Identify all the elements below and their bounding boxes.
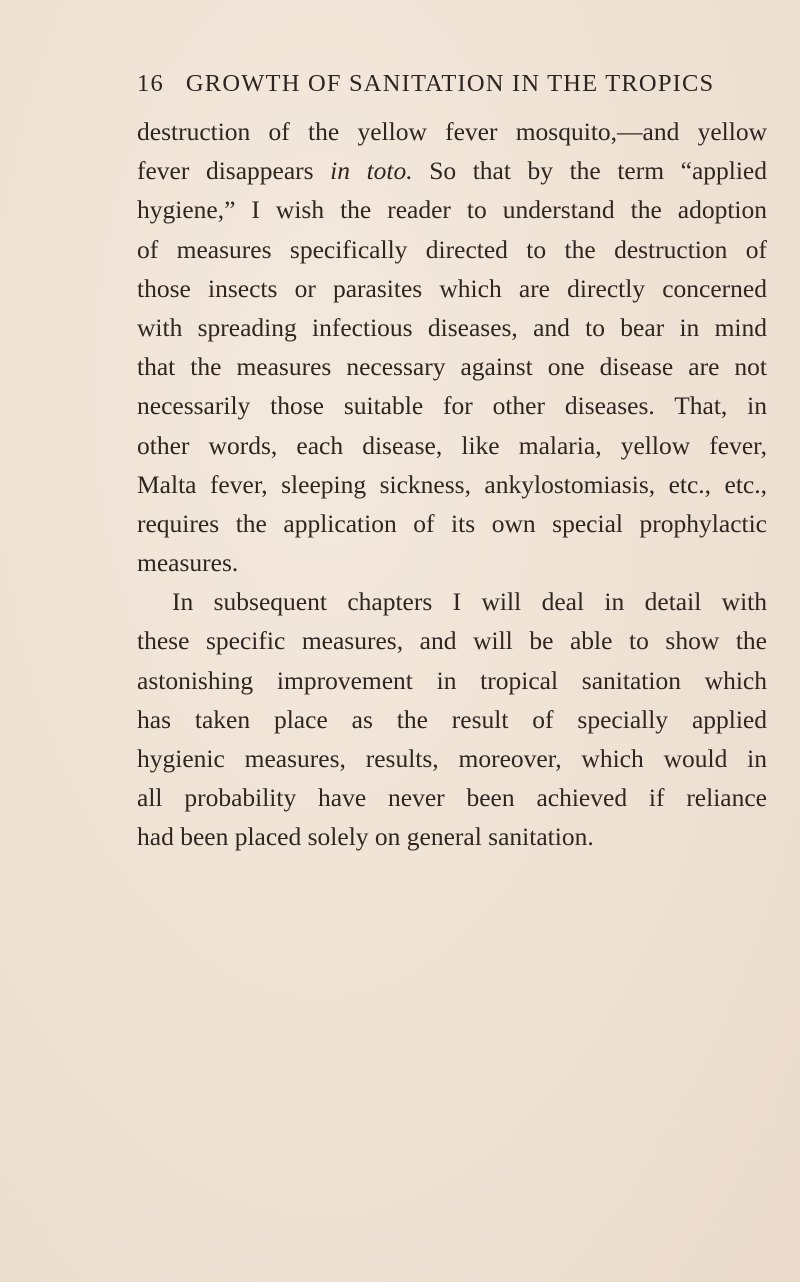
text-line: requires the application of its own special prophylactic	[137, 508, 767, 538]
running-head	[137, 70, 737, 106]
text-line: those insects or parasites which are directly concerned	[137, 273, 767, 303]
text-line: destruction of the yellow fever mosquito,—and yellow	[137, 117, 767, 146]
text-line: Malta fever, sleeping sickness, ankylostomiasis, etc., etc.,	[137, 469, 767, 499]
text-line: has taken place as the result of specially applied	[137, 704, 767, 734]
text-line: had been placed solely on general sanitation.	[137, 822, 594, 852]
text-line: of measures specifically directed to the destruction of	[137, 234, 767, 264]
italic-phrase: in toto.	[330, 156, 413, 186]
text-line: measures.	[137, 548, 239, 578]
text-line: In subsequent chapters I will deal in detail with	[172, 587, 767, 617]
text-line: other words, each disease, like malaria, yellow fever,	[137, 430, 767, 460]
text-line: that the measures necessary against one disease are not	[137, 352, 767, 382]
text-line: astonishing improvement in tropical sanitation which	[137, 665, 767, 695]
text-line: fever disappears in toto. So that by the term “applied	[137, 156, 767, 186]
text-line: hygienic measures, results, moreover, which would in	[137, 744, 767, 773]
text-line: hygiene,” I wish the reader to understand the adoption	[137, 195, 767, 225]
text-line: these specific measures, and will be able to show the	[137, 626, 767, 656]
body-text	[137, 112, 767, 857]
text-line: necessarily those suitable for other diseases. That, in	[137, 391, 767, 421]
running-title: GROWTH OF SANITATION IN THE TROPICS	[185, 70, 715, 97]
page-number: 16	[137, 70, 164, 97]
text-line: all probability have never been achieved if reliance	[137, 783, 767, 813]
text-line: with spreading infectious diseases, and to bear in mind	[137, 312, 767, 342]
